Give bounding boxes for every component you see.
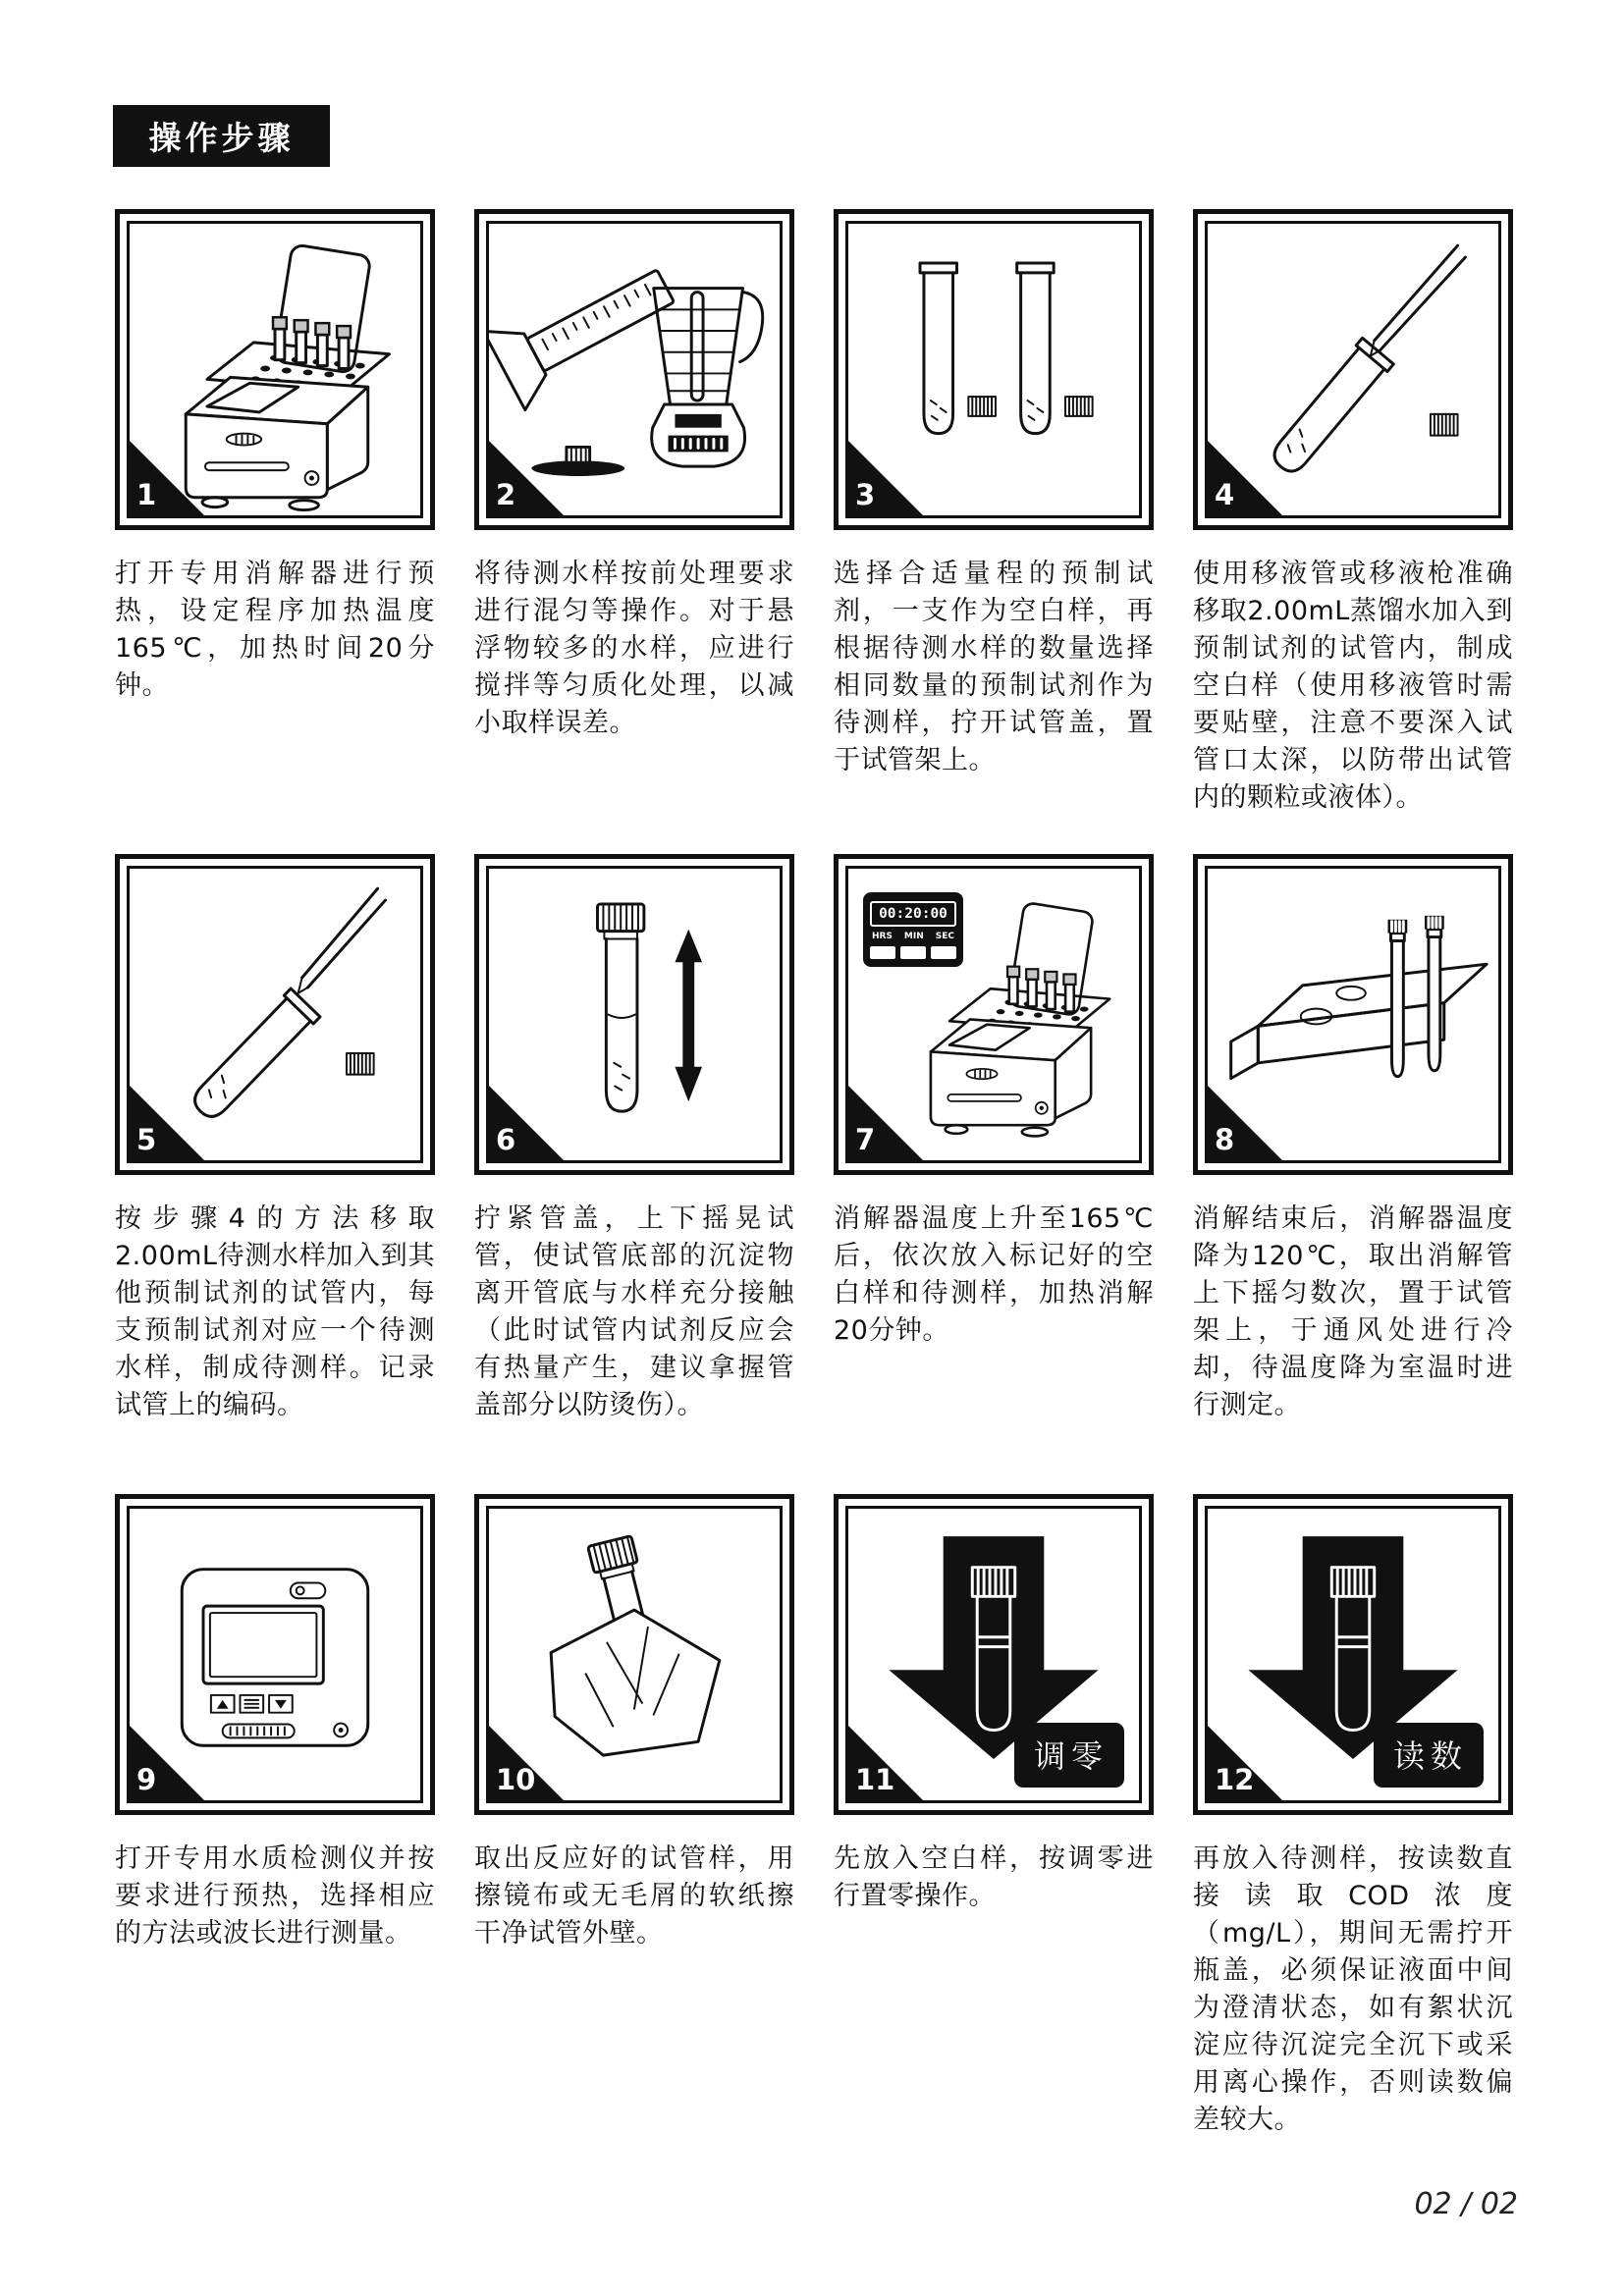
zero-action-label: 调零 (1014, 1723, 1124, 1788)
step-12-caption: 再放入待测样，按读数直接读取COD浓度（mg/L），期间无需拧开瓶盖，必须保证液面中间为澄清状态，如有絮状沉淀应待沉淀完全沉下或采用离心操作，否则读数偏差较大。 (1193, 1843, 1513, 2135)
timer-units (872, 932, 954, 941)
timer-button (870, 946, 895, 959)
step-cell-9 (115, 1494, 435, 2139)
step-4-caption: 使用移液管或移液枪准确移取2.00mL蒸馏水加入到预制试剂的试管内，制成空白样（使用移液管时需要贴壁，注意不要深入试管口太深，以防带出试管内的颗粒或液体）。 (1193, 559, 1513, 813)
step-6-caption: 拧紧管盖，上下摇晃试管，使试管底部的沉淀物离开管底与水样充分接触（此时试管内试剂反应会有热量产生，建议拿握管盖部分以防烫伤）。 (474, 1203, 794, 1420)
step-5-caption: 按步骤4的方法移取2.00mL待测水样加入到其他预制试剂的试管内，每支预制试剂对应一个待测水样，制成待测样。记录试管上的编码。 (115, 1203, 435, 1420)
timer-min-label: MIN (903, 932, 924, 941)
step-number-badge: 11 (848, 1726, 923, 1800)
step-number-badge: 8 (1208, 1086, 1282, 1160)
steps-row-1 (115, 209, 1513, 817)
step-4-panel (1193, 209, 1513, 530)
step-cell-10 (474, 1494, 794, 2139)
steps-row-2 (115, 854, 1513, 1424)
timer-hrs-label: HRS (872, 932, 893, 941)
timer-button (931, 946, 956, 959)
step-7-panel (834, 854, 1154, 1175)
step-number-badge: 9 (130, 1726, 204, 1800)
timer-sec-label: SEC (935, 932, 954, 941)
step-number-badge: 3 (848, 441, 923, 515)
step-number-badge: 5 (130, 1086, 204, 1160)
step-cell-11 (834, 1494, 1154, 2139)
step-cell-3 (834, 209, 1154, 817)
step-8-panel (1193, 854, 1513, 1175)
step-cell-7 (834, 854, 1154, 1424)
page-number: 02 / 02 (1414, 2187, 1518, 2221)
step-2-panel (474, 209, 794, 530)
step-cell-6 (474, 854, 794, 1424)
read-action-label: 读数 (1374, 1723, 1484, 1788)
step-10-caption: 取出反应好的试管样，用擦镜布或无毛屑的软纸擦干净试管外壁。 (474, 1843, 794, 1949)
step-cell-2 (474, 209, 794, 817)
step-cell-1 (115, 209, 435, 817)
timer-time: 00:20:00 (870, 901, 956, 927)
step-5-panel (115, 854, 435, 1175)
step-11-panel (834, 1494, 1154, 1815)
step-number-badge: 12 (1208, 1726, 1282, 1800)
step-8-caption: 消解结束后，消解器温度降为120℃，取出消解管上下摇匀数次，置于试管架上，于通风处进行冷却，待温度降为室温时进行测定。 (1193, 1203, 1513, 1420)
step-number-badge: 2 (489, 441, 564, 515)
step-cell-8 (1193, 854, 1513, 1424)
step-number-badge: 1 (130, 441, 204, 515)
step-number-badge: 4 (1208, 441, 1282, 515)
step-2-caption: 将待测水样按前处理要求进行混匀等操作。对于悬浮物较多的水样，应进行搅拌等匀质化处理，以减小取样误差。 (474, 559, 794, 738)
step-cell-5 (115, 854, 435, 1424)
step-number-badge: 10 (489, 1726, 564, 1800)
step-1-caption: 打开专用消解器进行预热，设定程序加热温度165℃，加热时间20分钟。 (115, 559, 435, 701)
page-title: 操作步骤 (113, 105, 330, 167)
step-cell-4 (1193, 209, 1513, 817)
step-6-panel (474, 854, 794, 1175)
step-11-caption: 先放入空白样，按调零进行置零操作。 (834, 1843, 1154, 1911)
timer-button (900, 946, 926, 959)
step-9-panel (115, 1494, 435, 1815)
step-1-panel (115, 209, 435, 530)
timer-display (863, 892, 963, 967)
step-3-panel (834, 209, 1154, 530)
step-12-panel (1193, 1494, 1513, 1815)
step-9-caption: 打开专用水质检测仪并按要求进行预热，选择相应的方法或波长进行测量。 (115, 1843, 435, 1949)
step-number-badge: 7 (848, 1086, 923, 1160)
step-7-caption: 消解器温度上升至165℃后，依次放入标记好的空白样和待测样，加热消解20分钟。 (834, 1203, 1154, 1346)
steps-row-3 (115, 1494, 1513, 2139)
step-10-panel (474, 1494, 794, 1815)
step-number-badge: 6 (489, 1086, 564, 1160)
step-cell-12 (1193, 1494, 1513, 2139)
step-3-caption: 选择合适量程的预制试剂，一支作为空白样，再根据待测水样的数量选择相同数量的预制试剂作为待测样，拧开试管盖，置于试管架上。 (834, 559, 1154, 775)
timer-buttons (870, 946, 956, 959)
